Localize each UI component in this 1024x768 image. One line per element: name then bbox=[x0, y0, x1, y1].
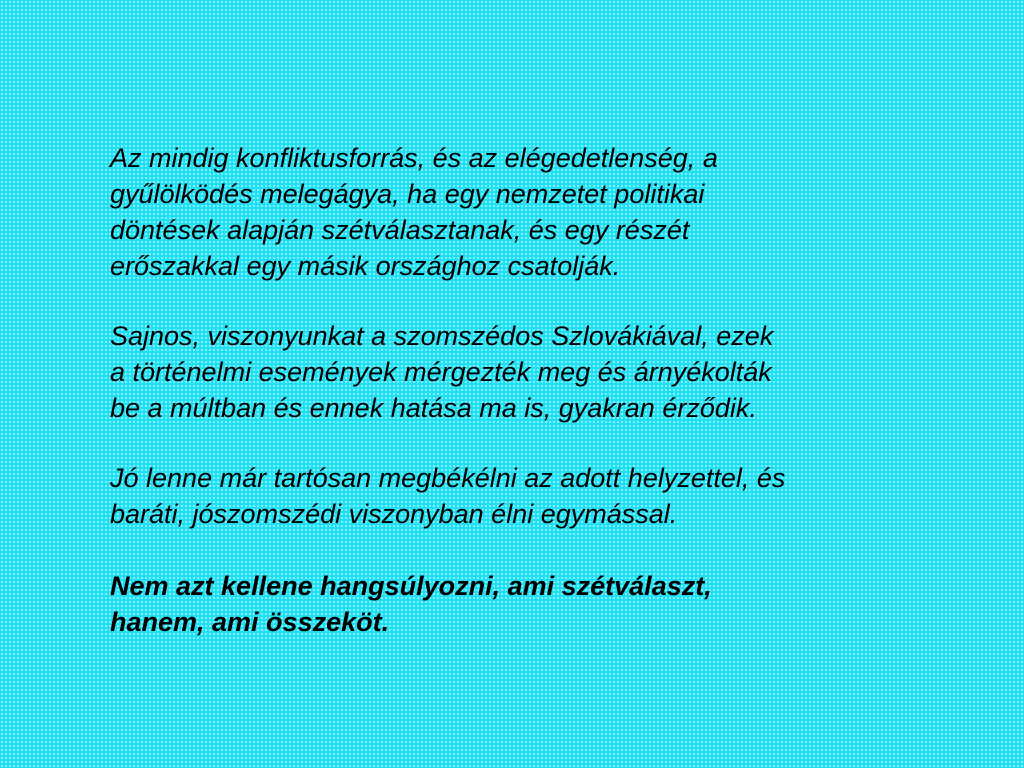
paragraph-1: Az mindig konfliktusforrás, és az elégedetlenség, a gyűlölködés melegágya, ha egy nemzetet politikai döntések alapján szétválasztanak, és egy részét erőszakkal egy másik országhoz csatolják. bbox=[110, 143, 718, 281]
paragraph-3: Jó lenne már tartósan megbékélni az adott helyzettel, és baráti, jószomszédi viszonyban élni egymással. bbox=[110, 463, 786, 529]
slide-text-block bbox=[110, 140, 980, 674]
paragraph-4-emphasis: Nem azt kellene hangsúlyozni, ami szétválaszt, hanem, ami összeköt. bbox=[110, 571, 712, 637]
paragraph-2: Sajnos, viszonyunkat a szomszédos Szlovákiával, ezek a történelmi események mérgezték meg és árnyékolták be a múltban és ennek hatása ma is, gyakran érződik. bbox=[110, 321, 774, 423]
